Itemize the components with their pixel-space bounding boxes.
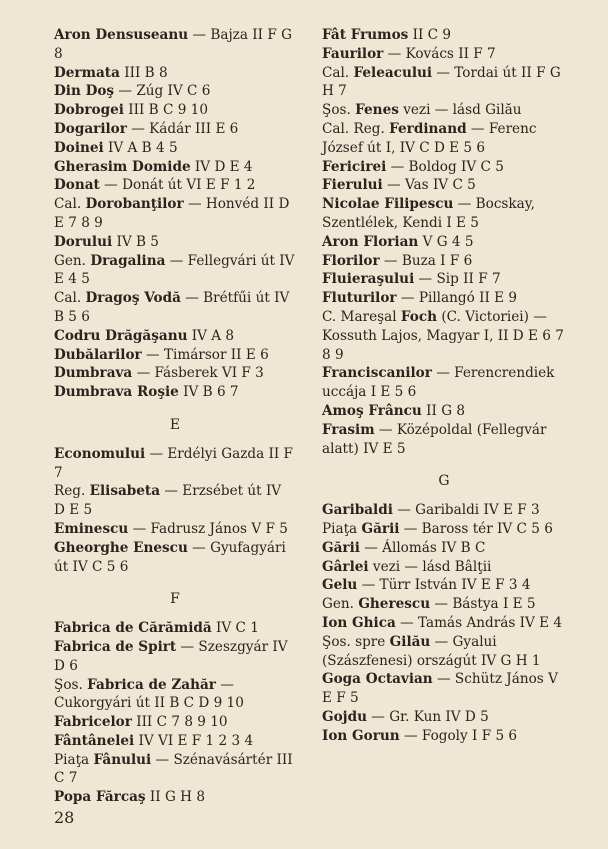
street-entry: [54, 383, 296, 402]
street-rest: IV D E 4: [190, 158, 253, 175]
street-rest: — Bocskay, Szentlélek, Kendi I E 5: [322, 196, 535, 231]
street-entry: [54, 252, 296, 290]
street-street: Fluturilor: [322, 290, 397, 307]
left-column: [54, 26, 296, 807]
street-street: Dragalina: [90, 252, 166, 269]
street-street: Fât Frumos: [322, 27, 409, 43]
street-rest: — Állomás IV B C: [359, 539, 486, 556]
street-street: Foch: [400, 308, 438, 325]
street-prefix: Cal.: [54, 290, 86, 307]
street-entry: [322, 576, 566, 595]
street-entry: [322, 520, 566, 539]
street-entry: [322, 158, 566, 177]
street-rest: — Kádár III E 6: [126, 120, 239, 137]
street-rest: — Sip II F 7: [414, 271, 501, 288]
street-rest: V G 4 5: [418, 233, 474, 250]
street-rest: — Ferencrendiek uccája I E 5 6: [322, 365, 555, 401]
street-rest: — Fásberek VI F 3: [132, 365, 264, 382]
street-prefix: C. Mareşal: [322, 308, 401, 325]
street-street: Gării: [322, 539, 360, 556]
street-street: Fluieraşului: [322, 271, 415, 288]
street-entry: [322, 26, 566, 45]
street-entry: [54, 539, 296, 577]
street-rest: vezi — lásd Gilău: [398, 102, 522, 119]
street-street: Amoş Frâncu: [322, 402, 422, 419]
street-entry: [54, 26, 296, 64]
street-rest: — Középoldal (Fellegvár alatt) IV E 5: [322, 421, 547, 457]
street-rest: — Bajza II F G 8: [54, 27, 292, 62]
street-street: Dogarilor: [54, 120, 127, 137]
street-rest: III B 8: [119, 64, 168, 81]
street-rest: II G H 8: [145, 789, 205, 806]
street-entry: [322, 402, 566, 421]
street-entry: [322, 270, 566, 289]
street-rest: IV B 5: [112, 233, 159, 250]
street-entry: [322, 558, 566, 577]
street-entry: [322, 233, 566, 252]
street-street: Gherasim Domide: [54, 158, 191, 175]
street-street: Aron Florian: [322, 233, 419, 250]
street-entry: [54, 520, 296, 539]
street-prefix: Şos.: [322, 102, 356, 119]
street-rest: — Donát út VI E F 1 2: [99, 177, 256, 194]
street-entry: [54, 788, 296, 807]
street-entry: [54, 732, 296, 751]
right-column: [322, 26, 566, 745]
street-street: Dragoş Vodă: [85, 290, 181, 307]
street-street: Dumbrava: [54, 365, 133, 382]
street-street: Franciscanilor: [322, 365, 432, 382]
street-rest: — Fellegvári út IV E 4 5: [54, 252, 295, 288]
street-rest: IV B 6 7: [178, 384, 239, 401]
street-entry: [322, 101, 566, 120]
street-rest: — Bástya I E 5: [430, 596, 536, 613]
street-rest: — Vas IV C 5: [382, 177, 476, 194]
street-rest: IV A 8: [187, 327, 235, 344]
street-entry: [54, 120, 296, 139]
street-rest: — Gr. Kun IV D 5: [366, 708, 489, 725]
street-entry: [54, 64, 296, 83]
street-street: Fabrica de Zahăr: [87, 676, 216, 693]
street-rest: IV A B 4 5: [103, 139, 178, 156]
street-street: Doinei: [54, 139, 104, 156]
street-rest: — Zúg IV C 6: [114, 83, 211, 100]
street-street: Fenes: [355, 102, 399, 119]
street-rest: III C 7 8 9 10: [131, 714, 228, 731]
street-entry: [54, 713, 296, 732]
section-heading: F: [170, 591, 180, 608]
street-entry: [322, 120, 566, 158]
street-entry: [322, 501, 566, 520]
street-entry: [322, 708, 566, 727]
street-street: Economului: [54, 445, 146, 462]
section-heading: G: [438, 473, 450, 490]
street-rest: — Ferenc József út I, IV C D E 5 6: [322, 120, 537, 156]
street-rest: IV C 1: [211, 620, 259, 637]
street-street: Nicolae Filipescu: [322, 196, 454, 213]
street-entry: [322, 539, 566, 558]
street-street: Dobrogei: [54, 102, 124, 119]
street-entry: [54, 619, 296, 638]
street-prefix: Cal.: [54, 196, 86, 213]
street-rest: — Tamás András IV E 4: [395, 614, 563, 631]
street-street: Aron Densuseanu: [54, 27, 189, 43]
street-rest: — Fogoly I F 5 6: [399, 727, 518, 744]
street-street: Dermata: [54, 64, 120, 81]
street-entry: [54, 289, 296, 327]
street-rest: — Honvéd II D E 7 8 9: [54, 196, 290, 231]
street-prefix: Piaţa: [322, 520, 362, 537]
street-rest: II G 8: [421, 402, 466, 419]
street-rest: — Gyufagyári út IV C 5 6: [54, 539, 286, 575]
street-rest: — Szénavásártér III C 7: [54, 751, 293, 787]
street-entry: [54, 638, 296, 676]
street-rest: — Cukorgyári út II B C D 9 10: [54, 676, 244, 712]
street-entry: [54, 101, 296, 120]
street-entry: [322, 64, 566, 102]
street-rest: III B C 9 10: [123, 102, 208, 119]
street-prefix: Şos.: [54, 676, 88, 693]
street-rest: — Garibaldi IV E F 3: [392, 502, 540, 519]
street-street: Dorobanţilor: [85, 196, 184, 213]
section-heading: E: [169, 416, 181, 433]
street-entry: [322, 289, 566, 308]
street-street: Codru Drăgăşanu: [54, 327, 188, 344]
street-street: Frasim: [322, 421, 375, 438]
street-prefix: Cal. Reg.: [322, 120, 390, 137]
street-rest: — Erzsébet út IV D E 5: [54, 483, 282, 519]
street-street: Fericirei: [322, 158, 387, 175]
street-street: Feleacului: [353, 64, 433, 81]
street-rest: — Brétfűi út IV B 5 6: [54, 290, 290, 325]
street-street: Gării: [361, 520, 400, 537]
street-entry: [54, 327, 296, 346]
street-entry: [322, 176, 566, 195]
street-entry: [322, 308, 566, 364]
street-street: Ion Ghica: [322, 614, 396, 631]
street-street: Goga Octavian: [322, 671, 433, 688]
street-street: Gojdu: [322, 708, 367, 725]
street-street: Popa Fărcaş: [54, 789, 146, 806]
street-rest: II C 9: [408, 27, 452, 43]
street-rest: — Schütz János V E F 5: [322, 671, 558, 707]
street-prefix: Piaţa: [54, 751, 94, 768]
street-entry: [54, 233, 296, 252]
street-street: Dubălarilor: [54, 346, 142, 363]
street-entry: [54, 195, 296, 233]
street-street: Ferdinand: [389, 120, 467, 137]
street-prefix: Reg.: [54, 483, 90, 500]
street-rest: — Türr István IV E F 3 4: [357, 577, 531, 594]
street-rest: — Boldog IV C 5: [386, 158, 504, 175]
page-number: 28: [54, 808, 75, 827]
street-street: Gheorghe Enescu: [54, 539, 188, 556]
street-entry: [54, 176, 296, 195]
street-entry: [54, 751, 296, 789]
street-entry: [54, 158, 296, 177]
street-street: Faurilor: [322, 45, 384, 62]
street-entry: [54, 82, 296, 101]
street-street: Fabricelor: [54, 714, 132, 731]
street-street: Gherescu: [358, 596, 431, 613]
street-rest: — Pillangó II E 9: [396, 290, 518, 307]
street-entry: [322, 421, 566, 459]
street-street: Florilor: [322, 252, 380, 269]
street-rest: — Erdélyi Gazda II F 7: [54, 445, 293, 481]
street-rest: — Timársor II E 6: [141, 346, 269, 363]
street-street: Dumbrava Roşie: [54, 384, 179, 401]
street-rest: — Fadrusz János V F 5: [128, 520, 288, 537]
street-entry: [54, 364, 296, 383]
street-prefix: Cal.: [322, 64, 354, 81]
street-rest: — Baross tér IV C 5 6: [399, 520, 553, 537]
street-street: Eminescu: [54, 520, 129, 537]
street-rest: (C. Victoriei) — Kossuth Lajos, Magyar I, II D E 6 7 8 9: [322, 308, 564, 363]
street-rest: — Tordai út II F G H 7: [322, 64, 561, 100]
street-street: Din Doş: [54, 83, 115, 100]
street-entry: [54, 445, 296, 483]
street-street: Elisabeta: [89, 483, 161, 500]
street-street: Donat: [54, 177, 100, 194]
street-prefix: Gen.: [54, 252, 91, 269]
street-entry: [322, 595, 566, 614]
street-street: Fânului: [93, 751, 152, 768]
street-street: Fabrica de Cărămidă: [54, 620, 212, 637]
street-entry: [322, 195, 566, 233]
street-street: Gârlei: [322, 558, 369, 575]
street-entry: [54, 482, 296, 520]
street-street: Gilău: [389, 633, 431, 650]
street-street: Gelu: [322, 577, 358, 594]
street-rest: IV VI E F 1 2 3 4: [134, 732, 254, 749]
street-entry: [322, 670, 566, 708]
street-entry: [322, 252, 566, 271]
street-entry: [322, 364, 566, 402]
street-rest: — Kovács II F 7: [383, 45, 496, 62]
street-rest: vezi — lásd Bâlţii: [368, 558, 492, 575]
street-street: Dorului: [54, 233, 113, 250]
street-rest: — Gyalui (Szászfenesi) országút IV G H 1: [322, 633, 541, 669]
street-street: Fântânelei: [54, 732, 135, 749]
street-entry: [54, 139, 296, 158]
street-entry: [322, 633, 566, 671]
street-entry: [54, 676, 296, 714]
street-rest: — Buza I F 6: [379, 252, 473, 269]
street-entry: [322, 614, 566, 633]
street-street: Fabrica de Spirt: [54, 638, 177, 655]
street-entry: [322, 727, 566, 746]
street-rest: — Szeszgyár IV D 6: [54, 638, 288, 674]
street-street: Garibaldi: [322, 502, 393, 519]
street-entry: [54, 346, 296, 365]
street-prefix: Gen.: [322, 596, 359, 613]
street-street: Ion Gorun: [322, 727, 400, 744]
street-prefix: Şos. spre: [322, 633, 390, 650]
street-street: Fierului: [322, 177, 383, 194]
street-entry: [322, 45, 566, 64]
